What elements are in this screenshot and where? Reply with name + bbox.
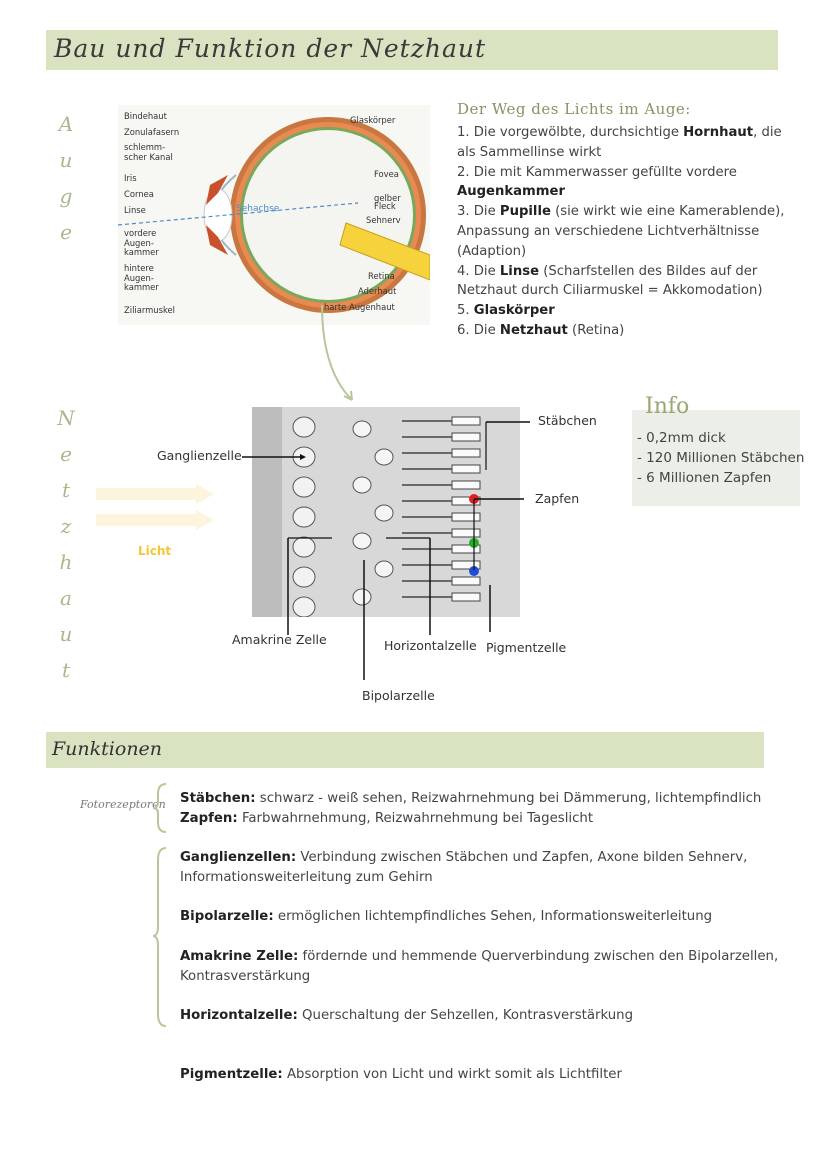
eye-label: Linse: [124, 205, 146, 215]
side-letter: t: [61, 658, 71, 682]
func-pigment: Pigmentzelle: Absorption von Licht und wirkt somit als Lichtfilter: [180, 1067, 622, 1082]
eye-label: Fovea: [374, 169, 399, 179]
weg-item: 1. Die vorgewölbte, durchsichtige Hornhaut, die als Sammellinse wirkt: [457, 125, 782, 160]
info-title: Info: [645, 394, 690, 419]
eye-label: Augen-: [124, 238, 154, 248]
label-pigment: Pigmentzelle: [486, 640, 567, 655]
label-zapfen: Zapfen: [535, 491, 580, 506]
func-horizontal: Horizontalzelle: Querschaltung der Sehzellen, Kontrasverstärkung: [180, 1008, 634, 1023]
func-ganglien: Ganglienzellen: Verbindung zwischen Stäbchen und Zapfen, Axone bilden Sehnerv, Informationsweiterleitung zum Gehirn: [180, 850, 748, 885]
weg-item: 5. Glaskörper: [457, 303, 555, 319]
weg-title: Der Weg des Lichts im Auge:: [457, 100, 691, 118]
side-letter: A: [58, 112, 74, 136]
label-bipolar: Bipolarzelle: [362, 688, 435, 703]
weg-list: [457, 123, 797, 341]
eye-label: Fleck: [374, 201, 396, 211]
brace-neurons: [152, 846, 168, 1028]
func-bipolar: Bipolarzelle: ermöglichen lichtempfindliches Sehen, Informationsweiterleitung: [180, 909, 713, 924]
eye-label: harte Augenhaut: [324, 302, 395, 312]
svg-text:Sehachse: Sehachse: [236, 204, 280, 214]
info-item: - 120 Millionen Stäbchen: [637, 450, 805, 466]
func-staebchen: Stäbchen: schwarz - weiß sehen, Reizwahrnehmung bei Dämmerung, lichtempfindlich: [180, 791, 762, 806]
eye-label: Bindehaut: [124, 111, 167, 121]
side-letter: a: [60, 586, 72, 610]
side-letter: g: [59, 184, 73, 208]
weg-item: 2. Die mit Kammerwasser gefüllte vordere Augenkammer: [457, 164, 737, 200]
eye-label: Zonulafasern: [124, 127, 180, 137]
func-zapfen: Zapfen: Farbwahrnehmung, Reizwahrnehmung bei Tageslicht: [180, 811, 594, 826]
eye-diagram: [118, 105, 430, 325]
label-staebchen: Stäbchen: [538, 413, 597, 428]
eye-label: kammer: [124, 282, 159, 292]
side-letter: u: [59, 148, 73, 172]
photoreceptor-label: Fotorezeptoren: [80, 798, 166, 811]
eye-label: Retina: [368, 271, 395, 281]
label-amakrine: Amakrine Zelle: [232, 632, 327, 647]
eye-label: kammer: [124, 247, 159, 257]
eye-label: Sehnerv: [366, 215, 401, 225]
eye-label: vordere: [124, 228, 157, 238]
weg-item: 3. Die Pupille (sie wirkt wie eine Kamerablende), Anpassung an verschiedene Lichtverhältnisse (Adaption): [457, 204, 785, 259]
side-letter: e: [60, 220, 72, 244]
side-letter: z: [60, 514, 72, 538]
side-letter: t: [61, 478, 71, 502]
eye-label: Cornea: [124, 189, 154, 199]
brace-photoreceptors: [152, 782, 168, 834]
info-item: - 0,2mm dick: [637, 430, 726, 446]
side-letter: h: [59, 550, 73, 574]
weg-item: 4. Die Linse (Scharfstellen des Bildes auf der Netzhaut durch Ciliarmuskel = Akkomodation): [457, 263, 763, 299]
page-title: Bau und Funktion der Netzhaut: [54, 34, 487, 63]
side-letter: N: [57, 406, 75, 430]
weg-item: 6. Die Netzhaut (Retina): [457, 322, 625, 338]
func-amakrine: Amakrine Zelle: fördernde und hemmende Querverbindung zwischen den Bipolarzellen, Kontrasverstärkung: [180, 949, 779, 984]
licht-label: Licht: [138, 544, 172, 558]
eye-label: Ziliarmuskel: [124, 305, 176, 315]
info-item: - 6 Millionen Zapfen: [637, 470, 772, 486]
eye-label: gelber: [374, 193, 401, 203]
eye-label: Iris: [124, 173, 137, 183]
side-letter: u: [59, 622, 73, 646]
eye-label: Aderhaut: [358, 286, 397, 296]
eye-label: schlemm-: [124, 142, 166, 152]
label-ganglienzelle: Ganglienzelle: [157, 448, 242, 463]
info-list: [637, 428, 804, 488]
eye-label: scher Kanal: [124, 152, 173, 162]
functions-title: Funktionen: [52, 738, 163, 760]
eye-label: Glaskörper: [350, 115, 396, 125]
side-letter: e: [60, 442, 72, 466]
zoom-arrow: [310, 300, 370, 410]
eye-label: hintere: [124, 263, 154, 273]
eye-label: Augen-: [124, 273, 154, 283]
label-horizontal: Horizontalzelle: [384, 638, 477, 653]
